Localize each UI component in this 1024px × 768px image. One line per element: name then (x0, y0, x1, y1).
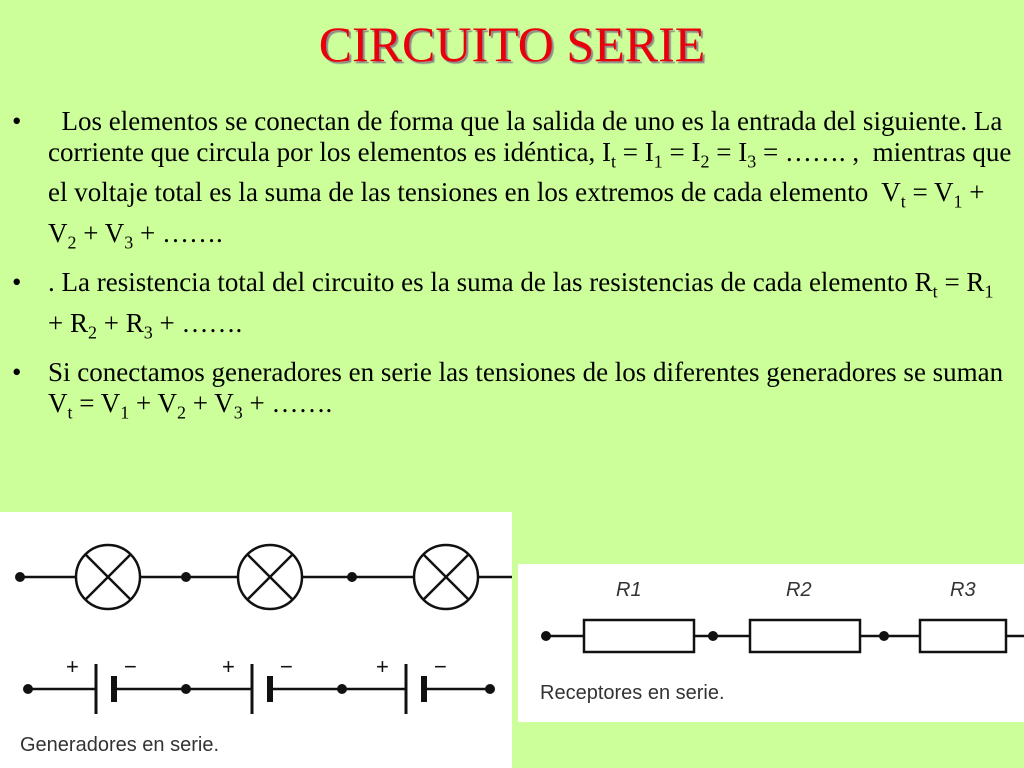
bullet-item (12, 267, 1012, 348)
bullet-item (12, 356, 1017, 428)
minus-sign: − (280, 654, 293, 679)
lamp-icon (238, 545, 302, 609)
resistor-label-r2: R2 (786, 579, 812, 601)
plus-sign: + (222, 654, 235, 679)
bullet-marker: • (12, 356, 22, 387)
bullet-marker: • (12, 106, 22, 136)
slide-title: CIRCUITO SERIE (318, 16, 706, 72)
lamp-icon (76, 545, 140, 609)
generators-figure (0, 512, 512, 768)
plus-sign: + (66, 654, 79, 679)
resistor-label-r3: R3 (950, 579, 976, 601)
generators-caption: Generadores en serie. (20, 734, 220, 756)
bullet-text: Los elementos se conectan de forma que la salida de uno es la entrada del siguiente. La corriente que circula por los elementos es idéntica, $I_t = I_1 = I_2 = I_3$ = ……. , mientras que el voltaje total es la suma de las tensiones en los extremos de cada elemento $V_t = V_1 + V_2 + V_3$ + ……. (48, 106, 1019, 253)
lamp-icon (414, 545, 478, 609)
receivers-figure (518, 564, 1024, 722)
plus-sign: + (376, 654, 389, 679)
bullet-marker: • (12, 267, 22, 298)
bullet-text: . La resistencia total del circuito es la suma de las resistencias de cada elemento $R_t = R_1 + R_2 + R_3$ + ……. (48, 267, 1001, 342)
bullet-item (12, 106, 1019, 258)
bullet-list (12, 106, 1019, 437)
series-circuit-diagram (0, 512, 512, 768)
minus-sign: − (434, 654, 447, 679)
minus-sign: − (124, 654, 137, 679)
receivers-caption: Receptores en serie. (540, 682, 725, 704)
bullet-text: Si conectamos generadores en serie las tensiones de los diferentes generadores se suman $V_t = V_1 + V_2 + V_3$ + ……. (48, 356, 1017, 423)
resistor-label-r1: R1 (616, 579, 642, 601)
